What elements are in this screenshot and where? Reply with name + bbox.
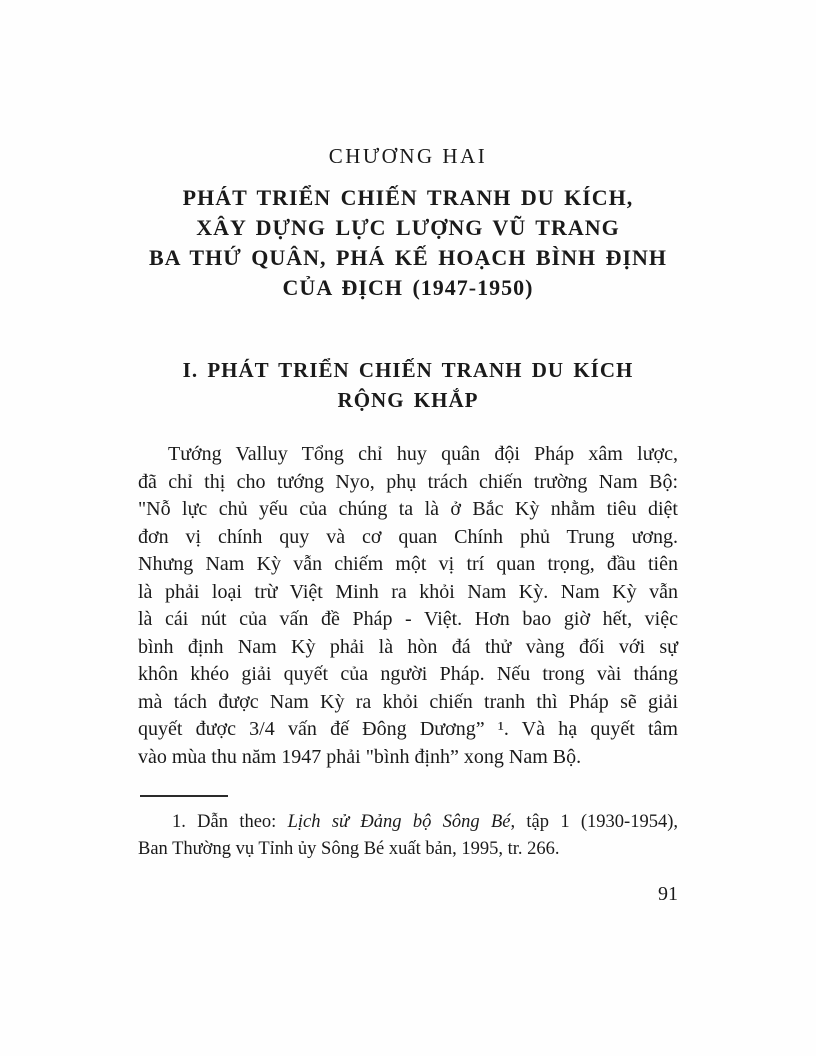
footnote-line: Ban Thường vụ Tỉnh ủy Sông Bé xuất bản, 1995, tr. 266. — [138, 839, 560, 859]
body-line: đơn vị chính quy và cơ quan Chính phủ Trung ương. — [138, 525, 678, 548]
chapter-title-line: CỦA ĐỊCH (1947-1950) — [282, 275, 534, 300]
body-line: là cái nút của vấn đề Pháp - Việt. Hơn bao giờ hết, việc — [138, 608, 678, 630]
section-heading — [138, 355, 678, 415]
body-line: vào mùa thu năm 1947 phải "bình định” xong Nam Bộ. — [138, 745, 582, 768]
body-line: mà tách được Nam Kỳ ra khỏi chiến tranh thì Pháp sẽ giải — [138, 690, 678, 713]
body-line: khôn khéo giải quyết của người Pháp. Nếu trong vài tháng — [138, 663, 678, 685]
body-line: "Nỗ lực chủ yếu của chúng ta là ở Bắc Kỳ nhằm tiêu diệt — [138, 498, 678, 520]
footnote-text: 1. Dẫn theo: — [172, 812, 288, 832]
body-paragraph — [138, 441, 678, 771]
chapter-label: CHƯƠNG HAI — [328, 144, 488, 168]
body-line: là phải loại trừ Việt Minh ra khỏi Nam Kỳ. Nam Kỳ vẫn — [138, 580, 678, 603]
chapter-title-line: PHÁT TRIỂN CHIẾN TRANH DU KÍCH, — [182, 185, 634, 210]
footnote — [138, 809, 678, 863]
footnote-text: , tập 1 (1930-1954), — [510, 812, 678, 832]
chapter-title-line: XÂY DỰNG LỰC LƯỢNG VŨ TRANG — [196, 215, 620, 240]
chapter-title-line: BA THỨ QUÂN, PHÁ KẾ HOẠCH BÌNH ĐỊNH — [148, 245, 668, 270]
page-number: 91 — [658, 883, 678, 905]
footnote-line — [138, 809, 678, 836]
section-heading-line: I. PHÁT TRIỂN CHIẾN TRANH DU KÍCH — [182, 358, 634, 382]
footnote-book-title: Lịch sử Đảng bộ Sông Bé — [287, 812, 511, 832]
body-line: bình định Nam Kỳ phải là hòn đá thử vàng đối với sự — [138, 635, 678, 658]
body-line: đã chỉ thị cho tướng Nyo, phụ trách chiến trường Nam Bộ: — [138, 470, 678, 493]
section-heading-line: RỘNG KHẮP — [337, 388, 479, 412]
body-line: quyết được 3/4 vấn đế Đông Dương” ¹. Và hạ quyết tâm — [138, 718, 678, 740]
text-block — [138, 143, 678, 906]
body-line: Tướng Valluy Tổng chỉ huy quân đội Pháp xâm lược, — [168, 443, 678, 465]
footnote-separator — [140, 795, 228, 797]
chapter-title — [138, 183, 678, 303]
body-line: Nhưng Nam Kỳ vẫn chiếm một vị trí quan trọng, đầu tiên — [138, 553, 678, 575]
